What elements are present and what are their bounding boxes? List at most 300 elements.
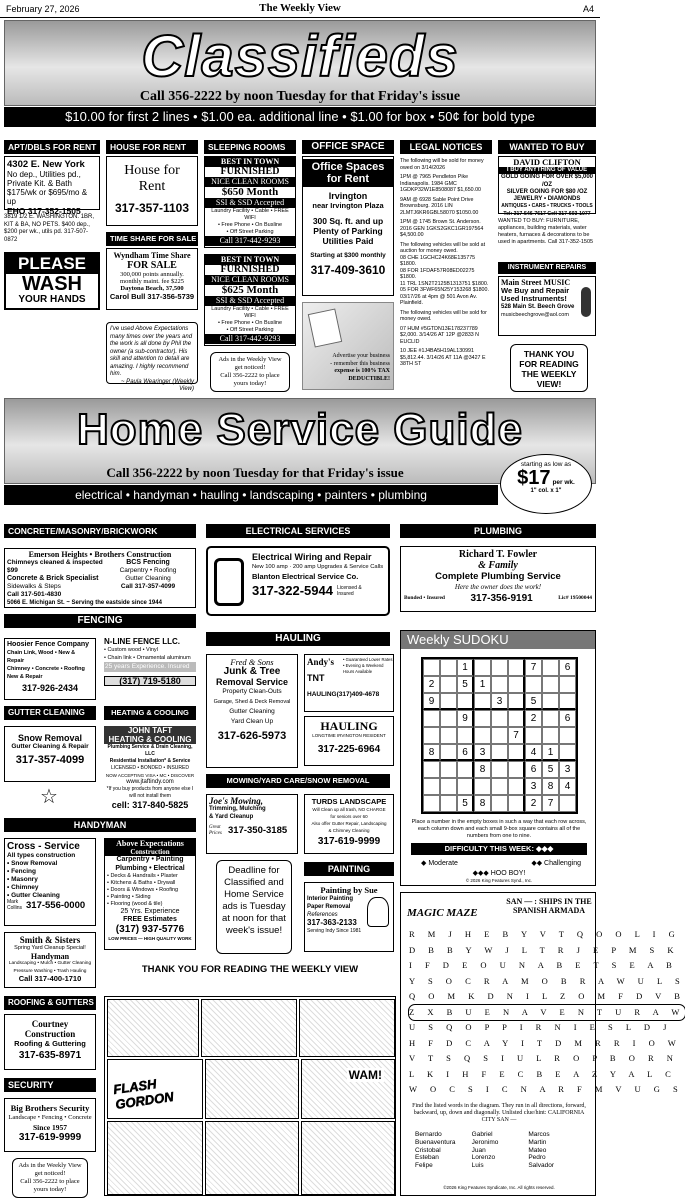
maze-word: Gabriel (471, 1131, 493, 1138)
sudoku-cell[interactable] (542, 693, 559, 710)
sudoku-cell[interactable] (525, 676, 542, 693)
sudoku-cell[interactable] (474, 710, 491, 727)
ae-l7: • Doors & Windows • Roofing (107, 887, 179, 893)
andys-phone: HAULING(317)409-4678 (307, 691, 380, 698)
testimonial-author: ~ Paula Wearinger (Weekly View) (121, 378, 194, 392)
sudoku-cell[interactable]: 7 (542, 795, 559, 812)
sudoku-cell[interactable] (440, 659, 457, 676)
instrument-heading: INSTRUMENT REPAIRS (498, 262, 596, 274)
sudoku-cell[interactable]: 6 (559, 659, 576, 676)
wanted-heading: WANTED TO BUY (498, 140, 596, 154)
legal-p7: 08 FOR 1FDAF57R08ED02275 $1800. (400, 267, 475, 280)
price-badge-size: 1" col. x 1" (530, 488, 562, 494)
sudoku-cell[interactable] (474, 727, 491, 744)
sudoku-cell[interactable]: 8 (423, 744, 440, 761)
ae-experience: 25 Yrs. Experience (120, 908, 180, 915)
legal-p1: The following will be sold for money owed on 3/14/2026 (400, 158, 484, 171)
andys-evening: • Evening & Weekend (343, 663, 384, 668)
cross-l2: All types construction (7, 852, 76, 859)
sudoku-cell[interactable]: 3 (474, 744, 491, 761)
apt-ad-1-details: No dep., Utilities pd., Private Kit. & Bath (7, 170, 81, 188)
sudoku-cell[interactable]: 8 (474, 795, 491, 812)
hauling-heading: HAULING (206, 632, 390, 646)
hoosier-l2: Chain Link, Wood • New & Repair (7, 650, 76, 664)
andys-rates: • Guaranteed Lower Rates (343, 657, 393, 662)
legal-p9: 05 FOR 3FWF65N25Y153268 $1800. 03/17/26 at 4pm @ 501 Avon Av. Plainfield. (400, 287, 489, 306)
ads-notice-2 (12, 1158, 88, 1198)
longtime-phone: 317-225-6964 (317, 744, 381, 755)
sue-interior: Interior Painting (307, 896, 354, 902)
sleep1-nice: NICE CLEAN ROOMS (205, 177, 295, 187)
tax-ad-line3: expense is 100% TAX DEDUCTIBLE! (334, 368, 390, 382)
comic-wam: WAM! (348, 1068, 382, 1082)
music-name: Main Street MUSIC (501, 278, 571, 287)
hsg-title: Home Service Guide (77, 405, 523, 454)
courtney-phone: 317-635-8971 (18, 1050, 82, 1061)
courtney-name: Courtney (31, 1019, 69, 1029)
sudoku-cell[interactable] (491, 761, 508, 778)
bigbrothers-ad (4, 1098, 96, 1152)
office-phone: 317-409-3610 (310, 263, 386, 277)
blanton-licensed: Licensed & Insured (336, 585, 362, 597)
clifton-l5: ANTIQUES • CARS • TRUCKS • TOOLS (501, 203, 593, 210)
sudoku-cell[interactable] (440, 710, 457, 727)
bcs-right (103, 559, 193, 599)
sudoku-cell[interactable] (440, 795, 457, 812)
ae-l6: • Kitchens & Baths • Drywall (107, 880, 176, 886)
sudoku-cell[interactable]: 2 (525, 710, 542, 727)
office-title: Office Spaces for Rent (303, 159, 393, 187)
nline-l4: 25 years Experience. Insured (104, 662, 196, 672)
sudoku-cell[interactable] (491, 727, 508, 744)
sleep2-amenities: Laundry Facility • Cable • FREE WIFI (211, 306, 289, 319)
turds-l2: Will Clean up all trash, NO CHARGE (312, 807, 386, 812)
ads-notice-2-line2: Call 356-2222 to place yours today! (20, 1178, 80, 1193)
sleep1-price: $650 Month (221, 186, 279, 198)
fred-garage: Garage, Shed & Deck Removal (213, 699, 291, 705)
maze-topic: SAN — : SHIPS IN THE SPANISH ARMADA (506, 897, 592, 915)
emerson-sidewalks: Sidewalks & Steps (7, 583, 61, 590)
sudoku-box (400, 630, 596, 886)
maze-word: Juan (471, 1146, 486, 1154)
ads-notice-1-line1: Ads in the Weekly View get noticed! (218, 356, 282, 371)
maze-row: L K I H F E C B E A Z Y A L C (409, 1068, 677, 1079)
cross-l4: • Fencing (7, 868, 36, 875)
maze-row: H F D C A Y I T D M R R I O W (409, 1037, 682, 1048)
sudoku-cell[interactable] (440, 693, 457, 710)
comic-panel-6 (301, 1059, 395, 1119)
sudoku-cell[interactable] (440, 727, 457, 744)
andys-features (343, 657, 393, 675)
cross-l5: • Masonry (7, 876, 38, 883)
page-header (0, 0, 600, 18)
sudoku-cell[interactable] (474, 659, 491, 676)
sudoku-cell[interactable]: 7 (508, 727, 525, 744)
maze-word: Mateo (528, 1146, 547, 1154)
sudoku-cell[interactable]: 4 (559, 778, 576, 795)
sudoku-cell[interactable] (559, 744, 576, 761)
maze-row: Q O M K D N I L Z O M F D V B (409, 991, 685, 1001)
sudoku-cell[interactable] (559, 693, 576, 710)
ae-l3: Carpentry • Painting (116, 856, 184, 863)
sleep2-ssi: SSI & SSD Accepted (205, 296, 295, 306)
bcs-title: BCS Fencing (126, 559, 170, 566)
fowler-family: & Family (478, 560, 518, 571)
smith-l2: Spring Yard Cleanup Special! (14, 945, 86, 951)
ads-notice-1 (210, 352, 290, 392)
sudoku-cell[interactable] (491, 744, 508, 761)
cross-contact: Mark Collins (7, 899, 23, 911)
taft-plumbing: Plumbing Service & Drain Cleaning, LLC (107, 744, 193, 757)
paper-icon (308, 308, 342, 347)
sudoku-cell[interactable] (423, 659, 440, 676)
sudoku-cell[interactable]: 3 (491, 693, 508, 710)
sleep2-furnished: FURNISHED (220, 264, 280, 275)
roofing-heading: ROOFING & GUTTERS (4, 996, 96, 1010)
fred-yard: Yard Clean Up (230, 718, 274, 725)
courtney-roofing: Roofing & Guttering (14, 1039, 86, 1048)
tax-deductible-ad (302, 302, 394, 390)
sleep2-phone: • Free Phone • On Busline (217, 320, 283, 326)
sudoku-cell[interactable] (508, 761, 525, 778)
sudoku-cell[interactable] (491, 659, 508, 676)
nline-phone: (317) 719-5180 (104, 676, 196, 686)
nline-fence-ad (104, 638, 196, 700)
sudoku-instructions: Place a number in the empty boxes in such a way that each row across, each column down and each small 9-box square contains all of the numbers from one to nine. (411, 819, 587, 839)
sudoku-cell[interactable]: 6 (525, 761, 542, 778)
electrical-heading: ELECTRICAL SERVICES (206, 524, 390, 538)
maze-word: Luis (471, 1162, 484, 1170)
maze-grid (409, 927, 685, 1098)
sudoku-cell[interactable]: 3 (559, 761, 576, 778)
comic-panel-7 (107, 1121, 203, 1195)
sleep1-best: BEST IN TOWN (205, 157, 295, 167)
sudoku-cell[interactable]: 8 (474, 761, 491, 778)
issue-date: February 27, 2026 (6, 4, 80, 14)
sudoku-cell[interactable] (508, 710, 525, 727)
longtime-hauling-ad (304, 716, 394, 766)
maze-row: U S Q O P P I R N I E S L D J (409, 1022, 672, 1032)
ae-estimates: FREE Estimates (123, 916, 177, 923)
plumbing-heading: PLUMBING (400, 524, 596, 538)
fencing-heading: FENCING (4, 614, 196, 628)
sudoku-cell[interactable] (542, 676, 559, 693)
andys-hours: Hours Available (343, 669, 373, 674)
office-price: Starting at $300 monthly (310, 252, 386, 259)
classifieds-call: Call 356-2222 by noon Tuesday for that Friday's issue (139, 89, 461, 104)
testimonial-text: I've used Above Expectations many times over the years and the work is all done by Phil the owner (a sub-contractor). His skill and attention to detail are amazing. I highly recommend him. (110, 326, 193, 377)
clifton-name: DAVID CLIFTON (513, 157, 581, 167)
price-badge-per: per wk. (552, 479, 575, 486)
sudoku-cell[interactable] (542, 659, 559, 676)
taft-ad (104, 726, 196, 812)
thank-you-line: THANK YOU FOR READING THE WEEKLY VIEW (141, 964, 359, 975)
fred-phone: 317-626-5973 (217, 730, 287, 742)
sudoku-cell[interactable] (457, 778, 474, 795)
maze-word: Martin (528, 1138, 547, 1146)
sudoku-cell[interactable] (440, 676, 457, 693)
star-icon: ☆ (40, 786, 58, 808)
sudoku-cell[interactable] (440, 778, 457, 795)
tax-ad-text (328, 353, 390, 383)
sudoku-cell[interactable] (423, 710, 440, 727)
security-heading: SECURITY (4, 1078, 96, 1092)
sue-paper: Paper Removal (307, 904, 351, 910)
smith-l5: Pressure Washing • Trash Hauling (13, 968, 87, 974)
sue-ad (304, 882, 394, 952)
maze-word: Salvador (528, 1162, 554, 1170)
smith-ad (4, 932, 96, 988)
sudoku-cell[interactable] (525, 727, 542, 744)
sudoku-cell[interactable]: 1 (542, 744, 559, 761)
legal-p10: The following vehicles will be sold for money owed. (400, 309, 487, 322)
sudoku-cell[interactable] (508, 744, 525, 761)
sudoku-cell[interactable] (457, 761, 474, 778)
legend-challenging: ◆◆ Challenging (531, 860, 581, 867)
hoosier-fence-ad (4, 638, 96, 700)
taft-residential: Residential Installation* & Service (109, 758, 191, 764)
cross-l7: • Gutter Cleaning (7, 892, 60, 899)
comic-panel-1 (107, 999, 199, 1057)
blanton-text (252, 552, 388, 597)
sudoku-cell[interactable] (508, 659, 525, 676)
fred-cleanouts: Property Clean-Outs (222, 688, 282, 695)
sudoku-cell[interactable] (474, 778, 491, 795)
smith-title: Smith & Sisters (19, 935, 81, 945)
ae-l4: Plumbing • Electrical (115, 864, 185, 872)
nline-name: N-LINE FENCE LLC. (104, 637, 180, 646)
handyman-heading: HANDYMAN (4, 818, 196, 832)
maze-row: V T S Q S I U L R O P B O R N (409, 1053, 679, 1063)
smith-l3: Handyman (30, 951, 70, 961)
sudoku-cell[interactable] (491, 795, 508, 812)
sudoku-cell[interactable]: 1 (457, 659, 474, 676)
comic-strip (104, 996, 396, 1196)
sudoku-cell[interactable]: 2 (423, 676, 440, 693)
sue-name: Painting by Sue (320, 885, 378, 895)
sudoku-cell[interactable]: 5 (542, 761, 559, 778)
concrete-heading: CONCRETE/MASONRY/BRICKWORK (4, 524, 196, 538)
sudoku-cell[interactable]: 5 (525, 693, 542, 710)
bb-since: Since 1957 (33, 1123, 67, 1132)
sudoku-cell[interactable]: 2 (525, 795, 542, 812)
sudoku-cell[interactable] (542, 727, 559, 744)
hoosier-phone: 317-926-2434 (21, 683, 79, 693)
sudoku-cell[interactable] (423, 761, 440, 778)
fred-name: Fred & Sons (230, 657, 274, 667)
comic-title-panel (107, 1059, 203, 1119)
timeshare-contact: Carol Bull 317-356-5739 (109, 292, 195, 301)
emerson-concrete: Concrete & Brick Specialist (7, 575, 99, 582)
legend-moderate: ◆ Moderate (421, 860, 458, 867)
blanton-title: Electrical Wiring and Repair (252, 552, 372, 562)
legal-p3: 9AM @ 6928 Sable Point Drive Brownsburg. 2016 LIN 2LMTJ6KR6GBL58070 $1050.00 (400, 196, 479, 216)
sudoku-difficulty: DIFFICULTY THIS WEEK: ◆◆◆ (411, 843, 587, 855)
gutter-phone: 317-357-4099 (15, 754, 85, 766)
turds-l4: Also offer Gutter Repair, Landscaping (311, 821, 387, 826)
nline-l2: • Custom wood • Vinyl (104, 647, 158, 653)
legal-p6: 08 CHE 1GCHC24K68E135775 $1800. (400, 254, 476, 267)
longtime-resident: LONGTIME IRVINGTON RESIDENT (312, 733, 386, 738)
taft-web: www.jtaftindy.com (126, 779, 174, 785)
ae-title: Above Expectations (105, 839, 195, 848)
mowing-heading: MOWING/YARD CARE/SNOW REMOVAL (206, 774, 390, 788)
smith-phone: Call 317-400-1710 (18, 974, 82, 983)
taft-cards: NOW ACCEPTING VISA • MC • DISCOVER (105, 773, 195, 778)
sudoku-cell[interactable] (423, 727, 440, 744)
fred-sons-ad (206, 654, 298, 768)
cross-phone: 317-556-0000 (26, 899, 86, 911)
paper-name: The Weekly View (259, 2, 341, 14)
maze-row: W O C S I C N A R F M V U G S (409, 1084, 684, 1094)
sudoku-cell[interactable] (491, 676, 508, 693)
sudoku-cell[interactable] (508, 693, 525, 710)
fowler-service: Complete Plumbing Service (435, 571, 561, 582)
fowler-ad (400, 546, 596, 612)
taft-heating: HEATING & COOLING (104, 735, 196, 744)
sudoku-cell[interactable]: 9 (457, 710, 474, 727)
sudoku-cell[interactable] (440, 744, 457, 761)
music-ad (498, 276, 596, 336)
sudoku-cell[interactable] (508, 795, 525, 812)
sleeping-heading: SLEEPING ROOMS (204, 140, 296, 154)
maze-word: Jeronimo (471, 1138, 499, 1146)
tax-ad-line2: - remember this business (330, 360, 390, 367)
cross-l6: • Chimney (7, 884, 39, 891)
sudoku-cell[interactable] (508, 676, 525, 693)
bcs-carpentry: Carpentry • Roofing (119, 567, 177, 574)
sleep2-best: BEST IN TOWN (205, 255, 295, 265)
clifton-l4: JEWELRY • DIAMONDS (513, 196, 581, 203)
classifieds-banner (4, 20, 596, 106)
gutter-repair: Gutter Cleaning & Repair (11, 743, 89, 750)
sleep2-price: $625 Month (221, 284, 279, 296)
sleep2-parking: • Off Street Parking (226, 327, 274, 333)
sudoku-cell[interactable]: 8 (542, 778, 559, 795)
blanton-phone: 317-322-5944 (252, 583, 333, 598)
maze-row: R M J H E B Y V T Q O O L I G (409, 929, 681, 939)
sudoku-cell[interactable] (457, 727, 474, 744)
apt-ad-2: 3819 1/2 E. WASHINGTON. 1BR, KIT & BA, NO PETS. $400 dep., $200 per wk., utils pd. 317-507-0872 (4, 214, 95, 243)
sudoku-cell[interactable]: 5 (457, 795, 474, 812)
sudoku-cell[interactable]: 9 (423, 693, 440, 710)
joes-phone: 317-350-3185 (228, 825, 288, 836)
sleep1-call: Call 317-442-9293 (205, 236, 295, 246)
courtney-ad (4, 1014, 96, 1070)
sudoku-cell[interactable] (423, 778, 440, 795)
maze-word: Buenaventura (415, 1138, 456, 1146)
timeshare-ad (106, 248, 198, 310)
testimonial (106, 322, 198, 392)
emerson-ad (4, 548, 196, 608)
clifton-l6: Tel: 317-546-7617 Cell 317-603-1077 (503, 210, 591, 217)
fowler-phone: 317-356-9191 (470, 593, 533, 604)
andys-ad (304, 654, 394, 712)
sleep1-amenities: Laundry Facility • Cable • FREE WIFI (211, 208, 289, 221)
legend-hooboy: ◆◆◆ HOO BOY! (472, 870, 526, 877)
sudoku-cell[interactable] (423, 795, 440, 812)
deadline-notice: Deadline for Classified and Home Service ads is Tuesday at noon for that week's issue! (216, 860, 292, 954)
andys-name: Andy's (307, 657, 335, 667)
timeshare-title: Wyndham Time Share (113, 251, 191, 260)
magic-maze-box (400, 892, 685, 1196)
sleep1-phone: • Free Phone • On Busline (217, 222, 283, 228)
sudoku-cell[interactable] (559, 727, 576, 744)
sudoku-cell[interactable] (508, 778, 525, 795)
sudoku-cell[interactable]: 3 (525, 778, 542, 795)
fred-gutter: Gutter Cleaning (229, 708, 275, 715)
joes-prices: Great Prices (209, 825, 222, 836)
painter-icon (367, 897, 389, 927)
sudoku-cell[interactable] (474, 693, 491, 710)
sudoku-cell[interactable]: 6 (457, 744, 474, 761)
sleeping-ad-1 (204, 156, 296, 248)
gutter-heading: GUTTER CLEANING (4, 706, 96, 720)
blanton-ad (206, 546, 390, 616)
clifton-l2: GOLD GOING FOR OVER $5,000 /OZ (500, 174, 594, 188)
sudoku-cell[interactable] (559, 795, 576, 812)
taft-licensed: LICENSED • BONDED • INSURED (111, 765, 189, 771)
hoosier-l3: Chimney • Concrete • Roofing (7, 666, 85, 672)
thanks-box: THANK YOU FOR READING THE WEEKLY VIEW! (510, 344, 588, 392)
ads-notice-1-line2: Call 356-2222 to place yours today! (220, 372, 280, 387)
office-ad (302, 156, 394, 296)
sudoku-cell[interactable]: 4 (525, 744, 542, 761)
sudoku-grid (421, 657, 578, 814)
sudoku-copyright: © 2026 King Features Synd., Inc. (465, 878, 533, 883)
house-ad (106, 156, 198, 226)
sudoku-cell[interactable] (491, 710, 508, 727)
heating-heading: HEATING & COOLING (104, 706, 196, 720)
maze-word: Cristobal (415, 1146, 441, 1154)
maze-copyright: ©2026 King Features Syndicate, Inc. All rights reserved. (443, 1185, 555, 1190)
sleep2-call: Call 317-442-9293 (205, 334, 295, 344)
sudoku-cell[interactable]: 1 (474, 676, 491, 693)
legal-p8: 11 TRL 1SN2T2125B1313751 $1800. (400, 280, 489, 287)
sue-phone: 317-363-2133 (307, 918, 357, 927)
sudoku-cell[interactable]: 6 (559, 710, 576, 727)
office-town: Irvington (328, 191, 368, 201)
joes-trimming: Trimming, Mulching (209, 806, 266, 812)
fowler-license: Lic# 19500044 (558, 595, 592, 601)
hoosier-l4: New & Repair (7, 674, 43, 680)
sudoku-cell[interactable] (457, 693, 474, 710)
sudoku-cell[interactable] (559, 676, 576, 693)
sudoku-cell[interactable] (542, 710, 559, 727)
turds-l3: for seniors over 60 (330, 814, 368, 819)
ae-l5: • Decks & Handrails • Plaster (107, 873, 178, 879)
ae-l8: • Painting • Siding (107, 894, 151, 900)
sudoku-cell[interactable]: 7 (525, 659, 542, 676)
sleep1-furnished: FURNISHED (220, 166, 280, 177)
andys-tnt: TNT (307, 673, 325, 683)
sudoku-cell[interactable] (440, 761, 457, 778)
maze-row: I F D E O U N A B E T S E A B (409, 960, 678, 970)
cross-service-ad (4, 838, 96, 926)
sleep1-parking: • Off Street Parking (226, 229, 274, 235)
sudoku-cell[interactable] (491, 778, 508, 795)
hoosier-name: Hoosier Fence Company (7, 641, 90, 648)
emerson-address: 5066 E. Michigan St. ~ Serving the eastside since 1944 (7, 600, 162, 606)
comic-panel-9 (301, 1121, 395, 1195)
office-utilities: Utilities Paid (322, 236, 374, 246)
sudoku-cell[interactable]: 5 (457, 676, 474, 693)
blanton-services: New 100 amp · 200 amp Upgrades & Service Calls (252, 564, 384, 570)
house-heading: HOUSE FOR RENT (106, 140, 198, 154)
music-email: musicbeechgrove@aol.com (501, 312, 569, 318)
joes-cleanup: & Yard Cleanup (209, 814, 254, 820)
wanted-furniture: WANTED TO BUY: FURNITURE, appliances, building materials, water heaters, furnaces & decorations to be used in apartments. Call 317-352-1505 (498, 218, 594, 245)
